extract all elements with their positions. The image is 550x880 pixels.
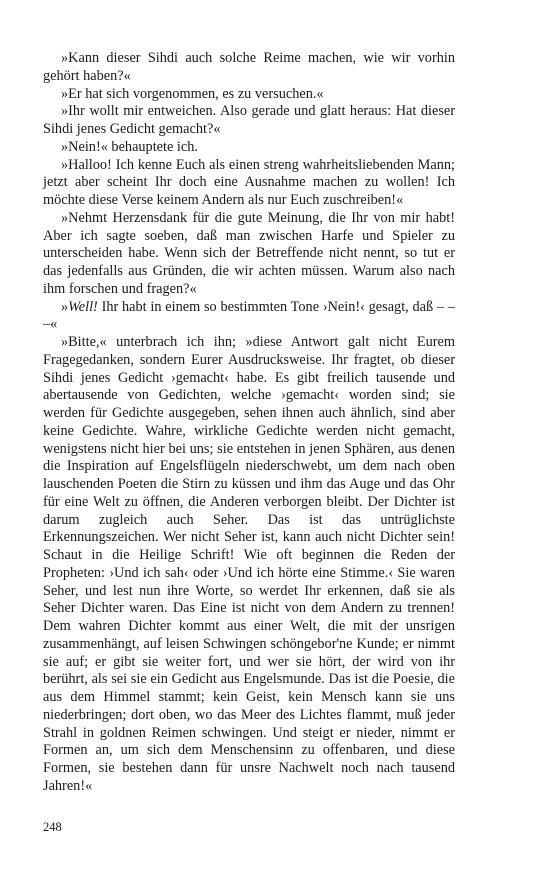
- italic-word: Well!: [68, 298, 98, 315]
- paragraph: »Er hat sich vorgenommen, es zu versuchen.«: [61, 85, 324, 102]
- paragraph: »Nein!« behauptete ich.: [61, 138, 198, 155]
- paragraph: »Ihr wollt mir entweichen. Also gerade und glatt heraus: Hat dieser Sihdi jenes Gedicht gemacht?«: [43, 103, 455, 137]
- paragraph: »Halloo! Ich kenne Euch als einen streng wahrheitsliebenden Mann; jetzt aber scheint Ihr doch eine Ausnahme machen zu wollen! Ich möchte diese Verse keinem Andern als nur Euch zuschreiben!«: [43, 156, 455, 208]
- page-number: 248: [43, 820, 62, 834]
- book-page-text: [43, 50, 455, 796]
- paragraph-with-italic: »Well! Ihr habt in einem so bestimmten Tone ›Nein!‹ gesagt, daß – – –«: [43, 298, 455, 333]
- paragraph: »Bitte,« unterbrach ich ihn; »diese Antwort galt nicht Eurem Fragegedanken, sondern Eurer Ausdrucksweise. Ihr fragtet, ob dieser Sihdi jenes Gedicht ›gemacht‹ habe. Es gibt freilich tausende und abertausende von Gedichten, welche ›gemacht‹ worden sind; sie werden für Gedichte ausgegeben, sehen ihnen auch ähnlich, sind aber keine Gedichte. Wahre, wirkliche Gedichte werden nicht gemacht, wenigstens nicht hier bei uns; sie entstehen in jenen Sphären, aus denen die Inspiration auf Engelsflügeln niederschwebt, um dem nach oben lauschenden Poeten die Stirn zu küssen und ihm das Auge und das Ohr für eine Welt zu öffnen, die Anderen verborgen bleibt. Der Dichter ist darum zugleich auch Seher. Das ist das untrüglichste Erkennungszeichen. Wer nicht Seher ist, kann auch nicht Dichter sein! Schaut in die Heilige Schrift! Wie oft beginnen die Reden der Propheten: ›Und ich sah‹ oder ›Und ich hörte eine Stimme.‹ Sie waren Seher, und lest nun ihre Worte, so werdet Ihr erkennen, daß sie als Seher Dichter waren. Das Eine ist nicht von dem Andern zu trennen! Dem wahren Dichter kommt aus einer Welt, die mit der unsrigen zusammenhängt, auf leisen Schwingen schöngebor'ne Kunde; er nimmt sie auf; er gibt sie weiter fort, und wer sie hört, der wird von ihr berührt, als sei sie ein Gedicht aus Engelsmunde. Das ist die Poesie, die aus dem Himmel stammt; kein Geist, kein Mensch kann sie uns niederbringen; dort oben, wo das Meer des Lichtes flammt, muß jeder Strahl in goldnen Reimen schwingen. Und steigt er nieder, nimmt er Formen an, um sich dem Menschensinn zu offenbaren, und diese Formen, sie bestehen dann für unsre Nachwelt noch nach tausend Jahren!«: [43, 334, 455, 794]
- paragraph: »Kann dieser Sihdi auch solche Reime machen, wie wir vorhin gehört haben?«: [43, 50, 455, 84]
- paragraph: »Nehmt Herzensdank für die gute Meinung, die Ihr von mir habt! Aber ich sagte soeben, daß man zwischen Harfe und Spieler zu unterscheiden habe. Wenn sich der Betreffende nicht nennt, so tut er das jedenfalls aus Gründen, die wir achten müssen. Warum also nach ihm forschen und fragen?«: [43, 209, 455, 297]
